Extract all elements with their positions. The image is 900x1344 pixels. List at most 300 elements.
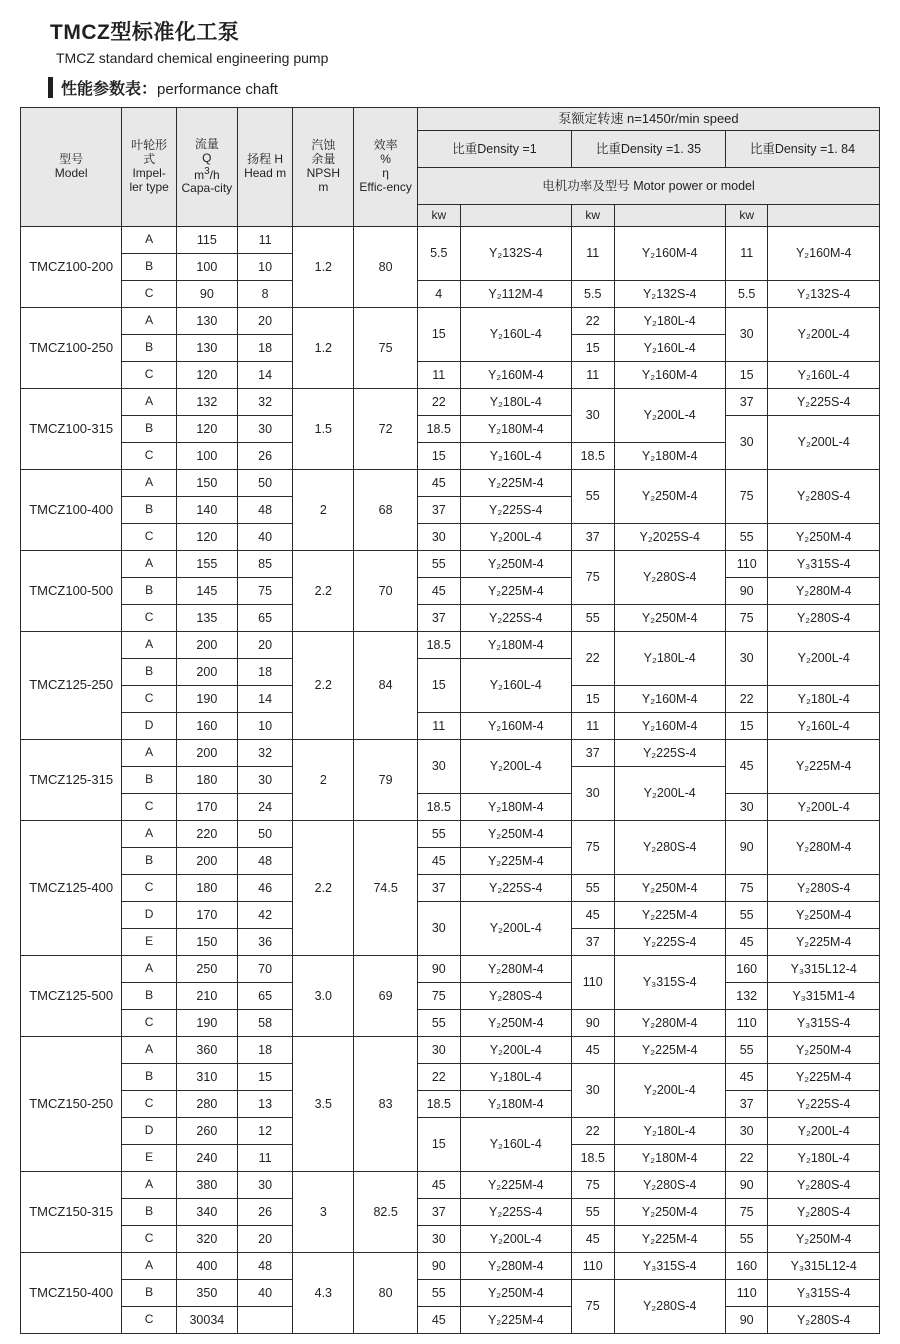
- cell-motor-1: Y₂180L-4: [460, 1064, 571, 1091]
- cell-efficiency: 69: [354, 956, 418, 1037]
- cell-head: 10: [237, 254, 293, 281]
- cell-motor-3: Y₂200L-4: [768, 308, 880, 362]
- cell-motor-3: Y₂250M-4: [768, 524, 880, 551]
- cell-npsh: 2.2: [293, 821, 354, 956]
- header-npsh: 汽蚀 余量 NPSH m: [293, 108, 354, 227]
- cell-impeller: B: [122, 1199, 177, 1226]
- header-model-zh: 型号: [59, 152, 84, 167]
- cell-motor-1: Y₂180M-4: [460, 794, 571, 821]
- cell-motor-1: Y₂160M-4: [460, 713, 571, 740]
- cell-flow: 360: [176, 1037, 237, 1064]
- cell-flow: 380: [176, 1172, 237, 1199]
- cell-kw-1: 22: [418, 1064, 461, 1091]
- cell-npsh: 1.2: [293, 308, 354, 389]
- cell-efficiency: 80: [354, 1253, 418, 1334]
- cell-head: 50: [237, 470, 293, 497]
- cell-kw-3: 15: [725, 362, 768, 389]
- table-row: [21, 1037, 880, 1064]
- cell-kw-1: 37: [418, 605, 461, 632]
- cell-kw-1: 45: [418, 1172, 461, 1199]
- cell-flow: 30034: [176, 1307, 237, 1334]
- cell-model: TMCZ125-400: [21, 821, 122, 956]
- cell-head: 70: [237, 956, 293, 983]
- cell-motor-2: Y₃315S-4: [614, 1253, 725, 1280]
- cell-motor-1: Y₂250M-4: [460, 551, 571, 578]
- cell-head: 65: [237, 605, 293, 632]
- cell-motor-2: Y₂225S-4: [614, 740, 725, 767]
- cell-impeller: A: [122, 1037, 177, 1064]
- page-title-en: TMCZ standard chemical engineering pump: [56, 50, 329, 66]
- cell-motor-1: Y₂225S-4: [460, 875, 571, 902]
- cell-impeller: B: [122, 416, 177, 443]
- cell-motor-3: Y₂200L-4: [768, 1118, 880, 1145]
- header-efficiency: 效率 % η Effic-ency: [354, 108, 418, 227]
- cell-impeller: B: [122, 848, 177, 875]
- table-row: [21, 713, 880, 740]
- cell-motor-2: Y₂250M-4: [614, 470, 725, 524]
- cell-kw-2: 15: [571, 335, 614, 362]
- table-row: [21, 1280, 880, 1307]
- cell-efficiency: 83: [354, 1037, 418, 1172]
- cell-motor-3: Y₂225S-4: [768, 1091, 880, 1118]
- cell-kw-3: 30: [725, 632, 768, 686]
- cell-kw-2: 55: [571, 875, 614, 902]
- cell-impeller: C: [122, 875, 177, 902]
- cell-kw-2: 30: [571, 1064, 614, 1118]
- cell-head: [237, 1307, 293, 1334]
- cell-kw-1: 55: [418, 1010, 461, 1037]
- table-row: [21, 1307, 880, 1334]
- cell-kw-3: 132: [725, 983, 768, 1010]
- cell-impeller: C: [122, 1226, 177, 1253]
- cell-impeller: C: [122, 605, 177, 632]
- cell-flow: 190: [176, 1010, 237, 1037]
- cell-head: 14: [237, 686, 293, 713]
- cell-kw-2: 15: [571, 686, 614, 713]
- cell-kw-3: 90: [725, 1172, 768, 1199]
- cell-motor-1: Y₂225S-4: [460, 1199, 571, 1226]
- cell-impeller: D: [122, 902, 177, 929]
- cell-head: 85: [237, 551, 293, 578]
- cell-motor-2: Y₂180L-4: [614, 1118, 725, 1145]
- cell-motor-3: Y₂160L-4: [768, 713, 880, 740]
- cell-impeller: B: [122, 1064, 177, 1091]
- cell-impeller: B: [122, 335, 177, 362]
- cell-kw-3: 90: [725, 578, 768, 605]
- header-impeller-zh: 叶轮形 式: [131, 138, 168, 167]
- cell-kw-3: 160: [725, 1253, 768, 1280]
- cell-kw-3: 55: [725, 1037, 768, 1064]
- table-row: [21, 875, 880, 902]
- cell-kw-1: 37: [418, 875, 461, 902]
- cell-head: 58: [237, 1010, 293, 1037]
- cell-flow: 120: [176, 524, 237, 551]
- cell-impeller: B: [122, 659, 177, 686]
- header-flow: 流量 Q $m^3/h$ Capa-city: [176, 108, 237, 227]
- cell-flow: 170: [176, 794, 237, 821]
- cell-npsh: 1.2: [293, 227, 354, 308]
- cell-kw-2: 75: [571, 1280, 614, 1334]
- cell-kw-2: 75: [571, 1172, 614, 1199]
- header-head: 扬程 H Head m: [237, 108, 293, 227]
- cell-head: 30: [237, 1172, 293, 1199]
- cell-motor-2: Y₂225M-4: [614, 1037, 725, 1064]
- cell-motor-3: Y₃315L12-4: [768, 1253, 880, 1280]
- cell-kw-3: 55: [725, 524, 768, 551]
- cell-motor-3: Y₂280S-4: [768, 1172, 880, 1199]
- cell-npsh: 2: [293, 470, 354, 551]
- cell-kw-1: 45: [418, 470, 461, 497]
- cell-motor-2: Y₂160M-4: [614, 713, 725, 740]
- cell-motor-2: Y₂132S-4: [614, 281, 725, 308]
- cell-impeller: C: [122, 281, 177, 308]
- cell-flow: 210: [176, 983, 237, 1010]
- header-kw-2: kw: [571, 205, 614, 227]
- cell-flow: 155: [176, 551, 237, 578]
- header-motor: 电机功率及型号 Motor power or model: [418, 168, 880, 205]
- header-density-1: 比重Density =1: [418, 131, 572, 168]
- cell-kw-2: 11: [571, 227, 614, 281]
- cell-efficiency: 84: [354, 632, 418, 740]
- cell-kw-3: 160: [725, 956, 768, 983]
- cell-motor-1: Y₂200L-4: [460, 740, 571, 794]
- cell-flow: 340: [176, 1199, 237, 1226]
- cell-impeller: A: [122, 740, 177, 767]
- cell-kw-1: 30: [418, 524, 461, 551]
- table-row: [21, 821, 880, 848]
- cell-kw-2: 90: [571, 1010, 614, 1037]
- cell-flow: 90: [176, 281, 237, 308]
- cell-motor-2: Y₂250M-4: [614, 875, 725, 902]
- table-row: [21, 1226, 880, 1253]
- cell-flow: 200: [176, 632, 237, 659]
- cell-motor-2: Y₂160L-4: [614, 335, 725, 362]
- cell-kw-2: 110: [571, 1253, 614, 1280]
- cell-kw-1: 4: [418, 281, 461, 308]
- cell-motor-3: Y₂200L-4: [768, 632, 880, 686]
- cell-efficiency: 74.5: [354, 821, 418, 956]
- cell-flow: 180: [176, 875, 237, 902]
- cell-kw-2: 18.5: [571, 443, 614, 470]
- cell-impeller: C: [122, 362, 177, 389]
- table-row: [21, 740, 880, 767]
- header-model: [21, 108, 122, 227]
- cell-motor-2: Y₂225M-4: [614, 1226, 725, 1253]
- cell-motor-3: Y₂280M-4: [768, 821, 880, 875]
- cell-motor-2: Y₂250M-4: [614, 605, 725, 632]
- cell-head: 11: [237, 1145, 293, 1172]
- cell-head: 40: [237, 524, 293, 551]
- cell-motor-1: Y₂225M-4: [460, 578, 571, 605]
- cell-head: 13: [237, 1091, 293, 1118]
- cell-motor-3: Y₃315M1-4: [768, 983, 880, 1010]
- cell-kw-3: 22: [725, 686, 768, 713]
- cell-motor-2: Y₂200L-4: [614, 389, 725, 443]
- section-subtitle: [48, 76, 880, 99]
- header-kw-3: kw: [725, 205, 768, 227]
- cell-efficiency: 75: [354, 308, 418, 389]
- cell-motor-3: Y₂225M-4: [768, 740, 880, 794]
- cell-head: 40: [237, 1280, 293, 1307]
- cell-flow: 320: [176, 1226, 237, 1253]
- cell-impeller: D: [122, 713, 177, 740]
- table-row: [21, 1064, 880, 1091]
- cell-flow: 120: [176, 362, 237, 389]
- cell-kw-3: 55: [725, 902, 768, 929]
- table-row: [21, 308, 880, 335]
- cell-motor-1: Y₂160L-4: [460, 308, 571, 362]
- cell-npsh: 3: [293, 1172, 354, 1253]
- cell-flow: 200: [176, 659, 237, 686]
- cell-model: TMCZ100-200: [21, 227, 122, 308]
- cell-efficiency: 79: [354, 740, 418, 821]
- cell-kw-1: 18.5: [418, 1091, 461, 1118]
- header-model-blank-1: [460, 205, 571, 227]
- cell-flow: 170: [176, 902, 237, 929]
- cell-impeller: B: [122, 767, 177, 794]
- cell-motor-1: Y₂112M-4: [460, 281, 571, 308]
- cell-kw-2: 22: [571, 308, 614, 335]
- cell-impeller: A: [122, 389, 177, 416]
- cell-kw-2: 55: [571, 1199, 614, 1226]
- cell-motor-3: Y₂250M-4: [768, 1037, 880, 1064]
- cell-flow: 132: [176, 389, 237, 416]
- header-impeller-en: Impel- ler type: [129, 166, 169, 194]
- cell-motor-2: Y₂160M-4: [614, 227, 725, 281]
- cell-motor-2: Y₂180L-4: [614, 308, 725, 335]
- cell-impeller: A: [122, 470, 177, 497]
- cell-kw-1: 55: [418, 1280, 461, 1307]
- cell-flow: 130: [176, 308, 237, 335]
- cell-motor-1: Y₂180M-4: [460, 416, 571, 443]
- cell-motor-3: Y₂280S-4: [768, 875, 880, 902]
- cell-motor-1: Y₂250M-4: [460, 1010, 571, 1037]
- cell-head: 8: [237, 281, 293, 308]
- cell-kw-1: 37: [418, 497, 461, 524]
- cell-kw-1: 11: [418, 713, 461, 740]
- table-row: [21, 1253, 880, 1280]
- cell-kw-2: 37: [571, 524, 614, 551]
- cell-impeller: C: [122, 1091, 177, 1118]
- cell-npsh: 2: [293, 740, 354, 821]
- cell-model: TMCZ100-250: [21, 308, 122, 389]
- table-row: [21, 578, 880, 605]
- cell-kw-1: 90: [418, 956, 461, 983]
- cell-head: 48: [237, 497, 293, 524]
- cell-efficiency: 82.5: [354, 1172, 418, 1253]
- cell-head: 46: [237, 875, 293, 902]
- cell-motor-3: Y₂160M-4: [768, 227, 880, 281]
- cell-kw-3: 15: [725, 713, 768, 740]
- cell-motor-1: Y₂280M-4: [460, 1253, 571, 1280]
- cell-npsh: 3.0: [293, 956, 354, 1037]
- cell-motor-1: Y₂225M-4: [460, 470, 571, 497]
- cell-model: TMCZ150-250: [21, 1037, 122, 1172]
- cell-motor-1: Y₂180M-4: [460, 632, 571, 659]
- cell-motor-1: Y₂200L-4: [460, 902, 571, 956]
- cell-motor-3: Y₃315S-4: [768, 1280, 880, 1307]
- cell-kw-1: 30: [418, 1226, 461, 1253]
- cell-motor-2: Y₂180M-4: [614, 1145, 725, 1172]
- cell-flow: 240: [176, 1145, 237, 1172]
- cell-head: 14: [237, 362, 293, 389]
- cell-motor-1: Y₂160M-4: [460, 362, 571, 389]
- cell-flow: 130: [176, 335, 237, 362]
- cell-motor-3: Y₂250M-4: [768, 902, 880, 929]
- cell-kw-3: 90: [725, 1307, 768, 1334]
- cell-motor-3: Y₂280M-4: [768, 578, 880, 605]
- cell-motor-3: Y₂250M-4: [768, 1226, 880, 1253]
- cell-kw-2: 55: [571, 605, 614, 632]
- cell-head: 20: [237, 1226, 293, 1253]
- table-row: [21, 902, 880, 929]
- cell-motor-1: Y₂250M-4: [460, 821, 571, 848]
- cell-motor-1: Y₂225M-4: [460, 848, 571, 875]
- table-row: [21, 362, 880, 389]
- cell-kw-1: 30: [418, 740, 461, 794]
- cell-kw-1: 55: [418, 821, 461, 848]
- cell-kw-3: 22: [725, 1145, 768, 1172]
- subtitle-bar-icon: [48, 77, 53, 98]
- cell-head: 20: [237, 308, 293, 335]
- cell-kw-2: 30: [571, 767, 614, 821]
- cell-head: 12: [237, 1118, 293, 1145]
- table-row: [21, 605, 880, 632]
- cell-kw-2: 22: [571, 632, 614, 686]
- cell-motor-3: Y₂200L-4: [768, 416, 880, 470]
- cell-flow: 120: [176, 416, 237, 443]
- cell-npsh: 2.2: [293, 551, 354, 632]
- cell-motor-3: Y₂180L-4: [768, 1145, 880, 1172]
- cell-head: 48: [237, 1253, 293, 1280]
- cell-flow: 190: [176, 686, 237, 713]
- cell-motor-3: Y₂280S-4: [768, 605, 880, 632]
- cell-kw-1: 30: [418, 1037, 461, 1064]
- cell-head: 65: [237, 983, 293, 1010]
- cell-impeller: B: [122, 497, 177, 524]
- table-row: [21, 1010, 880, 1037]
- cell-flow: 150: [176, 929, 237, 956]
- cell-impeller: C: [122, 794, 177, 821]
- cell-kw-2: 11: [571, 713, 614, 740]
- cell-motor-2: Y₂280S-4: [614, 1280, 725, 1334]
- table-row: [21, 632, 880, 659]
- cell-kw-3: 110: [725, 551, 768, 578]
- cell-flow: 100: [176, 443, 237, 470]
- cell-motor-1: Y₂280S-4: [460, 983, 571, 1010]
- cell-motor-2: Y₂180L-4: [614, 632, 725, 686]
- cell-motor-3: Y₂180L-4: [768, 686, 880, 713]
- header-density-3: 比重Density =1. 84: [725, 131, 879, 168]
- cell-head: 18: [237, 335, 293, 362]
- cell-motor-2: Y₂180M-4: [614, 443, 725, 470]
- cell-kw-3: 37: [725, 1091, 768, 1118]
- cell-motor-2: Y₂200L-4: [614, 767, 725, 821]
- cell-kw-3: 30: [725, 1118, 768, 1145]
- cell-efficiency: 70: [354, 551, 418, 632]
- cell-kw-2: 75: [571, 551, 614, 605]
- cell-impeller: A: [122, 1172, 177, 1199]
- cell-motor-2: Y₂250M-4: [614, 1199, 725, 1226]
- cell-model: TMCZ150-315: [21, 1172, 122, 1253]
- table-body: [21, 227, 880, 1334]
- cell-kw-3: 45: [725, 929, 768, 956]
- cell-kw-2: 110: [571, 956, 614, 1010]
- cell-head: 26: [237, 443, 293, 470]
- cell-flow: 115: [176, 227, 237, 254]
- cell-head: 24: [237, 794, 293, 821]
- table-row: [21, 1091, 880, 1118]
- cell-motor-1: Y₂180M-4: [460, 1091, 571, 1118]
- cell-model: TMCZ125-500: [21, 956, 122, 1037]
- cell-impeller: C: [122, 443, 177, 470]
- cell-head: 32: [237, 740, 293, 767]
- cell-kw-3: 37: [725, 389, 768, 416]
- cell-kw-1: 15: [418, 1118, 461, 1172]
- cell-kw-3: 75: [725, 875, 768, 902]
- cell-motor-1: Y₂225S-4: [460, 497, 571, 524]
- cell-kw-3: 110: [725, 1010, 768, 1037]
- cell-kw-3: 45: [725, 1064, 768, 1091]
- cell-flow: 145: [176, 578, 237, 605]
- cell-impeller: C: [122, 1010, 177, 1037]
- cell-motor-3: Y₂160L-4: [768, 362, 880, 389]
- cell-impeller: D: [122, 1118, 177, 1145]
- cell-kw-1: 37: [418, 1199, 461, 1226]
- cell-kw-1: 15: [418, 443, 461, 470]
- cell-head: 18: [237, 659, 293, 686]
- cell-kw-1: 45: [418, 848, 461, 875]
- cell-motor-3: Y₂200L-4: [768, 794, 880, 821]
- cell-motor-3: Y₂132S-4: [768, 281, 880, 308]
- cell-kw-2: 45: [571, 1226, 614, 1253]
- subtitle-en: performance chaft: [157, 81, 278, 98]
- cell-impeller: B: [122, 1280, 177, 1307]
- subtitle-zh: 性能参数表：: [61, 81, 158, 98]
- table-row: [21, 281, 880, 308]
- cell-motor-1: Y₂200L-4: [460, 524, 571, 551]
- cell-kw-3: 55: [725, 1226, 768, 1253]
- table-row: [21, 1172, 880, 1199]
- cell-efficiency: 72: [354, 389, 418, 470]
- cell-motor-3: Y₃315S-4: [768, 551, 880, 578]
- cell-kw-1: 45: [418, 1307, 461, 1334]
- header-model-blank-3: [768, 205, 880, 227]
- cell-npsh: 4.3: [293, 1253, 354, 1334]
- cell-motor-2: Y₂160M-4: [614, 362, 725, 389]
- cell-motor-1: Y₂225M-4: [460, 1307, 571, 1334]
- cell-kw-2: 37: [571, 740, 614, 767]
- cell-efficiency: 68: [354, 470, 418, 551]
- cell-npsh: 2.2: [293, 632, 354, 740]
- cell-kw-3: 30: [725, 416, 768, 470]
- cell-flow: 160: [176, 713, 237, 740]
- cell-motor-3: Y₂225M-4: [768, 929, 880, 956]
- cell-kw-2: 55: [571, 470, 614, 524]
- performance-table: [20, 107, 880, 1334]
- cell-head: 11: [237, 227, 293, 254]
- cell-motor-1: Y₂132S-4: [460, 227, 571, 281]
- cell-kw-3: 110: [725, 1280, 768, 1307]
- cell-motor-1: Y₂200L-4: [460, 1226, 571, 1253]
- cell-impeller: A: [122, 956, 177, 983]
- cell-kw-2: 5.5: [571, 281, 614, 308]
- cell-flow: 135: [176, 605, 237, 632]
- cell-flow: 280: [176, 1091, 237, 1118]
- cell-model: TMCZ100-315: [21, 389, 122, 470]
- table-header: [21, 108, 880, 227]
- header-model-en: Model: [54, 166, 88, 180]
